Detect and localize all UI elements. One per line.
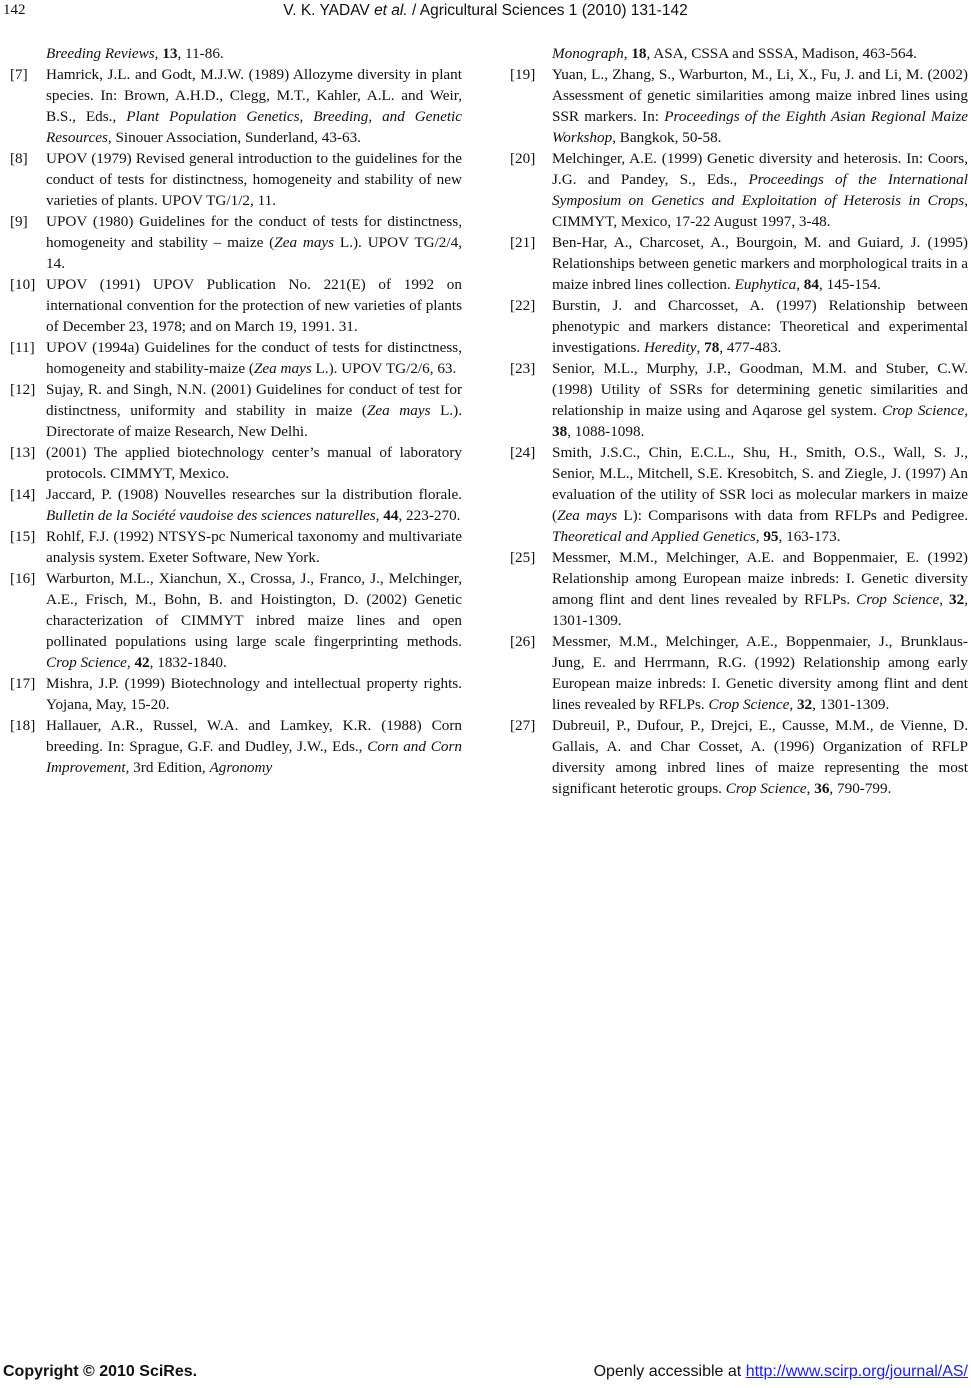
reference-text: , <box>755 528 764 545</box>
reference-text: , <box>789 696 797 713</box>
reference-text: , 477-483. <box>719 339 782 356</box>
reference-text: L): Comparisons with data from RFLPs and Pedigree. <box>617 507 968 524</box>
reference-entry <box>10 43 462 64</box>
reference-text: (2001) The applied biotechnology center’s manual of laboratory protocols. CIMMYT, Mexico. <box>46 444 462 482</box>
reference-text: L.). Directorate of maize Research, New Delhi. <box>46 402 462 440</box>
reference-text: , <box>126 654 135 671</box>
reference-number: [9] <box>10 213 28 230</box>
reference-number: [26] <box>510 633 536 650</box>
reference-text: Hallauer, A.R., Russel, W.A. and Lamkey, K.R. (1988) Corn breeding. In: Sprague, G.F. and Dudley, J.W., Eds., <box>46 717 462 755</box>
page-footer <box>0 1363 971 1385</box>
reference-text: Burstin, J. and Charcosset, A. (1997) Relationship between phenotypic and markers distance: Theoretical and experimental investigations. <box>552 297 968 356</box>
reference-title-italic: Crop Science <box>46 654 127 671</box>
reference-entry <box>10 673 462 715</box>
reference-title-italic: Zea mays <box>557 507 618 524</box>
reference-entry <box>10 148 462 211</box>
reference-text: Sujay, R. and Singh, N.N. (2001) Guidelines for conduct of test for distinctness, uniformity and stability in maize ( <box>46 381 462 419</box>
reference-text: Messmer, M.M., Melchinger, A.E. and Boppenmaier, E. (1992) Relationship among European maize inbreds: I. Genetic diversity among flint and dent lines revealed by RFLPs. <box>552 549 968 608</box>
reference-number: [13] <box>10 444 36 461</box>
reference-entry <box>10 379 462 442</box>
reference-text: Dubreuil, P., Dufour, P., Drejci, E., Causse, M.M., de Vienne, D. Gallais, A. and Char Cosset, A. (1996) Organization of RFLP diversity among inbred lines of maize representing the most significant heterotic groups. <box>552 717 968 797</box>
reference-text: Mishra, J.P. (1999) Biotechnology and intellectual property rights. Yojana, May, 15-20. <box>46 675 462 713</box>
reference-text: Senior, M.L., Murphy, J.P., Goodman, M.M. and Stuber, C.W. (1998) Utility of SSRs for determining genetic similarities and relationship in maize using and Aqarose gel system. <box>552 360 968 419</box>
reference-text: , <box>806 780 815 797</box>
reference-title-italic: Corn and Corn Improvement <box>46 738 462 776</box>
reference-text: Rohlf, F.J. (1992) NTSYS-pc Numerical taxonomy and multivariate analysis system. Exeter Software, New York. <box>46 528 462 566</box>
reference-volume: 78 <box>704 339 720 356</box>
reference-number: [24] <box>510 444 536 461</box>
reference-text: Smith, J.S.C., Chin, E.C.L., Shu, H., Smith, O.S., Wall, S. J., Senior, M.L., Mitchell, S.E. Kresobitch, S. and Ziegle, J. (1997) An evaluation of the utility of SSR loci as molecular markers in maize ( <box>552 444 968 524</box>
reference-volume: 84 <box>803 276 819 293</box>
reference-text: , 1088-1098. <box>567 423 645 440</box>
page-number: 142 <box>3 2 26 18</box>
reference-text: , ASA, CSSA and SSSA, Madison, 463-564. <box>646 45 917 62</box>
reference-text: Melchinger, A.E. (1999) Genetic diversity and heterosis. In: Coors, J.G. and Pandey, S., Eds., <box>552 150 968 188</box>
running-title-journal: / Agricultural Sciences 1 (2010) 131-142 <box>407 2 688 19</box>
reference-text: , 1301-1309. <box>552 591 969 629</box>
reference-volume: 42 <box>134 654 150 671</box>
references-right-column <box>510 43 968 799</box>
reference-volume: 95 <box>763 528 779 545</box>
reference-text: , 223-270. <box>398 507 461 524</box>
running-title <box>0 2 971 20</box>
reference-entry <box>10 211 462 274</box>
reference-title-italic: Heredity <box>643 339 697 356</box>
reference-text: , <box>623 45 632 62</box>
reference-title-italic: Plant Population Genetics, Breeding, and Genetic Resources <box>46 108 463 146</box>
reference-number: [20] <box>510 150 536 167</box>
reference-number: [22] <box>510 297 536 314</box>
reference-title-italic: Zea mays <box>366 402 431 419</box>
journal-link[interactable]: http://www.scirp.org/journal/AS/ <box>745 1363 968 1380</box>
reference-title-italic: Proceedings of the Eighth Asian Regional Maize Workshop <box>552 108 968 146</box>
reference-title-italic: Theoretical and Applied Genetics <box>552 528 756 545</box>
reference-title-italic: Zea mays <box>253 360 312 377</box>
reference-number: [25] <box>510 549 536 566</box>
reference-text: , 11-86. <box>177 45 224 62</box>
reference-entry <box>510 43 968 64</box>
reference-number: [27] <box>510 717 536 734</box>
reference-text: UPOV (1980) Guidelines for the conduct of tests for distinctness, homogeneity and stability – maize ( <box>46 213 462 251</box>
reference-number: [15] <box>10 528 36 545</box>
reference-text: , <box>796 276 804 293</box>
reference-text: , 790-799. <box>829 780 892 797</box>
reference-text: L.). UPOV TG/2/6, 63. <box>311 360 457 377</box>
reference-volume: 18 <box>631 45 647 62</box>
reference-title-italic: Crop Science <box>725 780 807 797</box>
reference-text: Yuan, L., Zhang, S., Warburton, M., Li, X., Fu, J. and Li, M. (2002) Assessment of genetic similarities among maize inbred lines using SSR markers. In: <box>552 66 968 125</box>
reference-number: [18] <box>10 717 36 734</box>
reference-number: [14] <box>10 486 36 503</box>
reference-text: , 1832-1840. <box>149 654 227 671</box>
reference-title-italic: Crop Science <box>882 402 965 419</box>
reference-text: , Bangkok, 50-58. <box>612 129 722 146</box>
reference-text: , CIMMYT, Mexico, 17-22 August 1997, 3-48. <box>552 192 968 230</box>
reference-volume: 44 <box>383 507 399 524</box>
reference-entry <box>10 568 462 673</box>
reference-entry <box>10 64 462 148</box>
reference-text: , <box>375 507 384 524</box>
reference-entry <box>510 631 968 715</box>
reference-text: , 3rd Edition, <box>125 759 210 776</box>
reference-title-italic: Monograph <box>552 45 624 62</box>
reference-number: [10] <box>10 276 36 293</box>
reference-entry <box>510 148 968 232</box>
reference-title-italic: Breeding Reviews <box>46 45 155 62</box>
reference-number: [17] <box>10 675 36 692</box>
reference-entry <box>510 442 968 547</box>
reference-volume: 13 <box>162 45 178 62</box>
reference-entry <box>10 484 462 526</box>
reference-text: Warburton, M.L., Xianchun, X., Crossa, J., Franco, J., Melchinger, A.E., Frisch, M., Bohn, B. and Hoistington, D. (2002) Genetic characterization of CIMMYT inbred maize lines and open pollinated populations using large scale fingerprinting methods. <box>46 570 462 650</box>
access-notice <box>594 1363 968 1381</box>
page-header <box>0 2 971 24</box>
reference-title-italic: Bulletin de la Société vaudoise des sciences naturelles <box>46 507 376 524</box>
access-label: Openly accessible at <box>593 1363 746 1380</box>
reference-volume: 36 <box>814 780 830 797</box>
reference-volume: 38 <box>552 423 568 440</box>
reference-number: [23] <box>510 360 536 377</box>
reference-text: Ben-Har, A., Charcoset, A., Bourgoin, M. and Guiard, J. (1995) Relationships between genetic markers and morphological traits in a maize inbred lines collection. <box>552 234 968 293</box>
reference-title-italic: Crop Science <box>856 591 940 608</box>
reference-text: UPOV (1991) UPOV Publication No. 221(E) of 1992 on international convention for the protection of new varieties of plants of December 23, 1978; and on March 19, 1991. 31. <box>46 276 462 335</box>
reference-text: , 145-154. <box>818 276 881 293</box>
reference-entry <box>510 547 968 631</box>
references-left-column <box>10 43 462 778</box>
reference-text: Hamrick, J.L. and Godt, M.J.W. (1989) Allozyme diversity in plant species. In: Brown, A.H.D., Clegg, M.T., Kahler, A.L. and Weir, B.S., Eds., <box>46 66 462 125</box>
reference-text: , Sinouer Association, Sunderland, 43-63. <box>107 129 361 146</box>
reference-volume: 32 <box>796 696 813 713</box>
reference-title-italic: Crop Science <box>708 696 790 713</box>
reference-text: , <box>964 402 968 419</box>
reference-entry <box>10 337 462 379</box>
reference-title-italic: Euphytica <box>734 276 797 293</box>
running-title-authors: V. K. YADAV <box>283 2 375 19</box>
reference-volume: 32 <box>949 591 965 608</box>
reference-entry <box>10 274 462 337</box>
reference-title-italic: Agronomy <box>209 759 273 776</box>
reference-text: , 1301-1309. <box>812 696 890 713</box>
reference-entry <box>10 442 462 484</box>
reference-entry <box>510 715 968 799</box>
reference-text: L.). UPOV TG/2/4, 14. <box>46 234 462 272</box>
reference-text: UPOV (1979) Revised general introduction to the guidelines for the conduct of tests for distinctness, homogeneity and stability of new varieties of plants. UPOV TG/1/2, 11. <box>46 150 462 209</box>
copyright-notice: Copyright © 2010 SciRes. <box>3 1363 198 1380</box>
reference-number: [16] <box>10 570 36 587</box>
reference-title-italic: Zea mays <box>274 234 335 251</box>
reference-number: [21] <box>510 234 536 251</box>
reference-text: Jaccard, P. (1908) Nouvelles researches sur la distribution florale. <box>46 486 462 503</box>
reference-entry <box>510 64 968 148</box>
reference-text: , <box>696 339 705 356</box>
reference-entry <box>510 295 968 358</box>
reference-text: Messmer, M.M., Melchinger, A.E., Boppenmaier, J., Brunklaus-Jung, E. and Herrmann, R.G. (1992) Relationship among early European maize inbreds: I. Genetic diversity among flint and dent lines revealed by RFLPs. <box>552 633 968 713</box>
reference-number: [19] <box>510 66 536 83</box>
reference-text: , <box>939 591 950 608</box>
reference-entry <box>510 232 968 295</box>
reference-entry <box>10 526 462 568</box>
running-title-etal: et al. <box>374 2 408 19</box>
reference-number: [11] <box>10 339 35 356</box>
reference-entry <box>10 715 462 778</box>
reference-text: , <box>154 45 163 62</box>
reference-number: [7] <box>10 66 28 83</box>
reference-text: UPOV (1994a) Guidelines for the conduct of tests for distinctness, homogeneity and stability-maize ( <box>46 339 462 377</box>
reference-number: [12] <box>10 381 36 398</box>
reference-title-italic: Proceedings of the International Symposium on Genetics and Exploitation of Heterosis in Crops <box>552 171 968 209</box>
reference-entry <box>510 358 968 442</box>
reference-text: , 163-173. <box>778 528 841 545</box>
reference-number: [8] <box>10 150 28 167</box>
